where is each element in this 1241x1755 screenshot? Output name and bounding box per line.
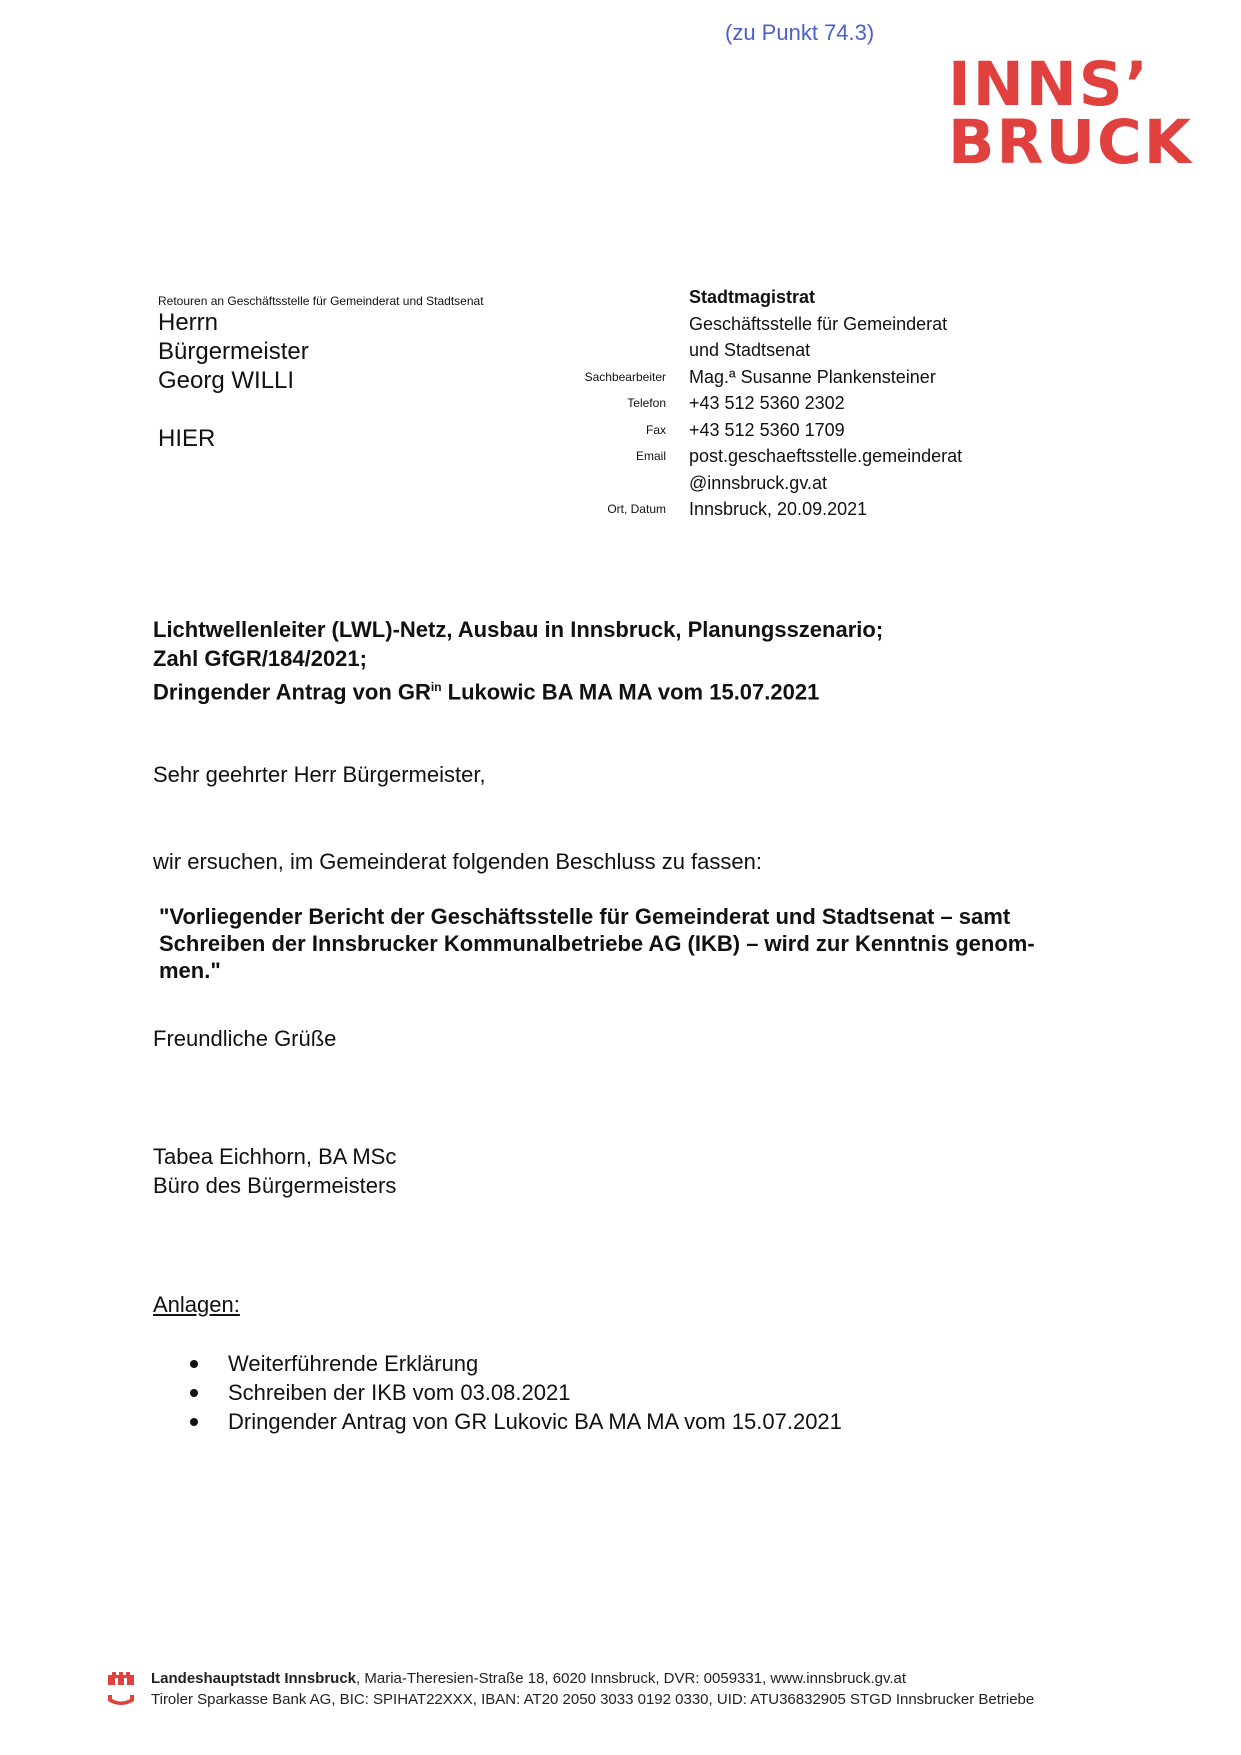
- clerk-label: Sachbearbeiter: [584, 369, 666, 384]
- bullet-icon: [190, 1389, 198, 1397]
- sender-dept: und Stadtsenat: [689, 340, 811, 360]
- phone-label: Telefon: [627, 396, 666, 410]
- letter-subject: [153, 615, 883, 706]
- logo-line-2: BRUCK: [948, 107, 1194, 178]
- email-label: Email: [635, 449, 666, 463]
- subject-line: Lichtwellenleiter (LWL)-Netz, Ausbau in Innsbruck, Planungsszenario;: [153, 617, 884, 642]
- attachments-title: Anlagen:: [153, 1292, 240, 1317]
- signer-office: Büro des Bürgermeisters: [153, 1173, 397, 1198]
- closing-greeting: Freundliche Grüße: [153, 1026, 337, 1051]
- bullet-icon: [190, 1418, 198, 1426]
- resolution-text: "Vorliegender Bericht der Geschäftsstelle für Gemeinderat und Stadtsenat – samt Schreiben der Innsbrucker Kommunalbetriebe AG (IKB) – wird zur Kenntnis genom- men.": [159, 904, 1035, 983]
- recipient-line: Georg WILLI: [158, 367, 295, 394]
- recipient-location: HIER: [158, 425, 216, 452]
- attachments-list: [190, 1349, 842, 1436]
- phone-number: +43 512 5360 2302: [689, 393, 845, 413]
- sender-block: [570, 284, 1010, 523]
- bridge-emblem-icon: [103, 1693, 139, 1707]
- subject-line: Dringender Antrag von $GR^{in}$ Lukowic BA MA MA vom 15.07.2021: [153, 679, 820, 705]
- email-address-domain: @innsbruck.gv.at: [689, 472, 827, 493]
- fax-number: +43 512 5360 1709: [689, 419, 845, 440]
- date-label: Ort, Datum: [607, 502, 666, 516]
- salutation: Sehr geehrter Herr Bürgermeister,: [153, 762, 486, 787]
- subject-line: Zahl GfGR/184/2021;: [153, 646, 367, 671]
- recipient-line: Herrn: [158, 309, 219, 336]
- place-date: Innsbruck, 20.09.2021: [689, 499, 868, 519]
- bullet-icon: [190, 1360, 198, 1368]
- return-address-line: Retouren an Geschäftsstelle für Gemeinderat und Stadtsenat: [158, 294, 484, 308]
- city-emblem-icon: [103, 1672, 139, 1686]
- signer-name: Tabea Eichhorn, BA MSc: [153, 1144, 397, 1169]
- letter-footer: [103, 1668, 1034, 1710]
- footer-bank-details: Tiroler Sparkasse Bank AG, BIC: SPIHAT22XXX, IBAN: AT20 2050 3033 0192 0330, UID: ATU36832905 STGD Innsbrucker Betriebe: [151, 1691, 1035, 1708]
- sender-org: Stadtmagistrat: [689, 287, 816, 307]
- signature-block: [153, 1142, 396, 1200]
- list-item: Dringender Antrag von GR Lukovic BA MA MA vom 15.07.2021: [190, 1407, 842, 1436]
- list-item: Weiterführende Erklärung: [190, 1349, 842, 1378]
- agenda-reference: (zu Punkt 74.3): [725, 20, 875, 45]
- clerk-name: Mag.ª Susanne Plankensteiner: [689, 366, 936, 387]
- request-text: wir ersuchen, im Gemeinderat folgenden Beschluss zu fassen:: [153, 849, 762, 874]
- sender-dept: Geschäftsstelle für Gemeinderat: [689, 313, 948, 334]
- logo-line-1: INNS’: [948, 49, 1150, 120]
- innsbruck-logo: [948, 49, 1194, 178]
- recipient-line: Bürgermeister: [158, 338, 309, 365]
- footer-address: , Maria-Theresien-Straße 18, 6020 Innsbruck, DVR: 0059331, www.innsbruck.gv.at: [356, 1670, 907, 1687]
- email-address: post.geschaeftsstelle.gemeinderat: [689, 446, 963, 466]
- footer-city-name: Landeshauptstadt Innsbruck: [151, 1670, 357, 1687]
- list-item: Schreiben der IKB vom 03.08.2021: [190, 1378, 842, 1407]
- fax-label: Fax: [645, 422, 666, 437]
- recipient-address: [158, 308, 309, 453]
